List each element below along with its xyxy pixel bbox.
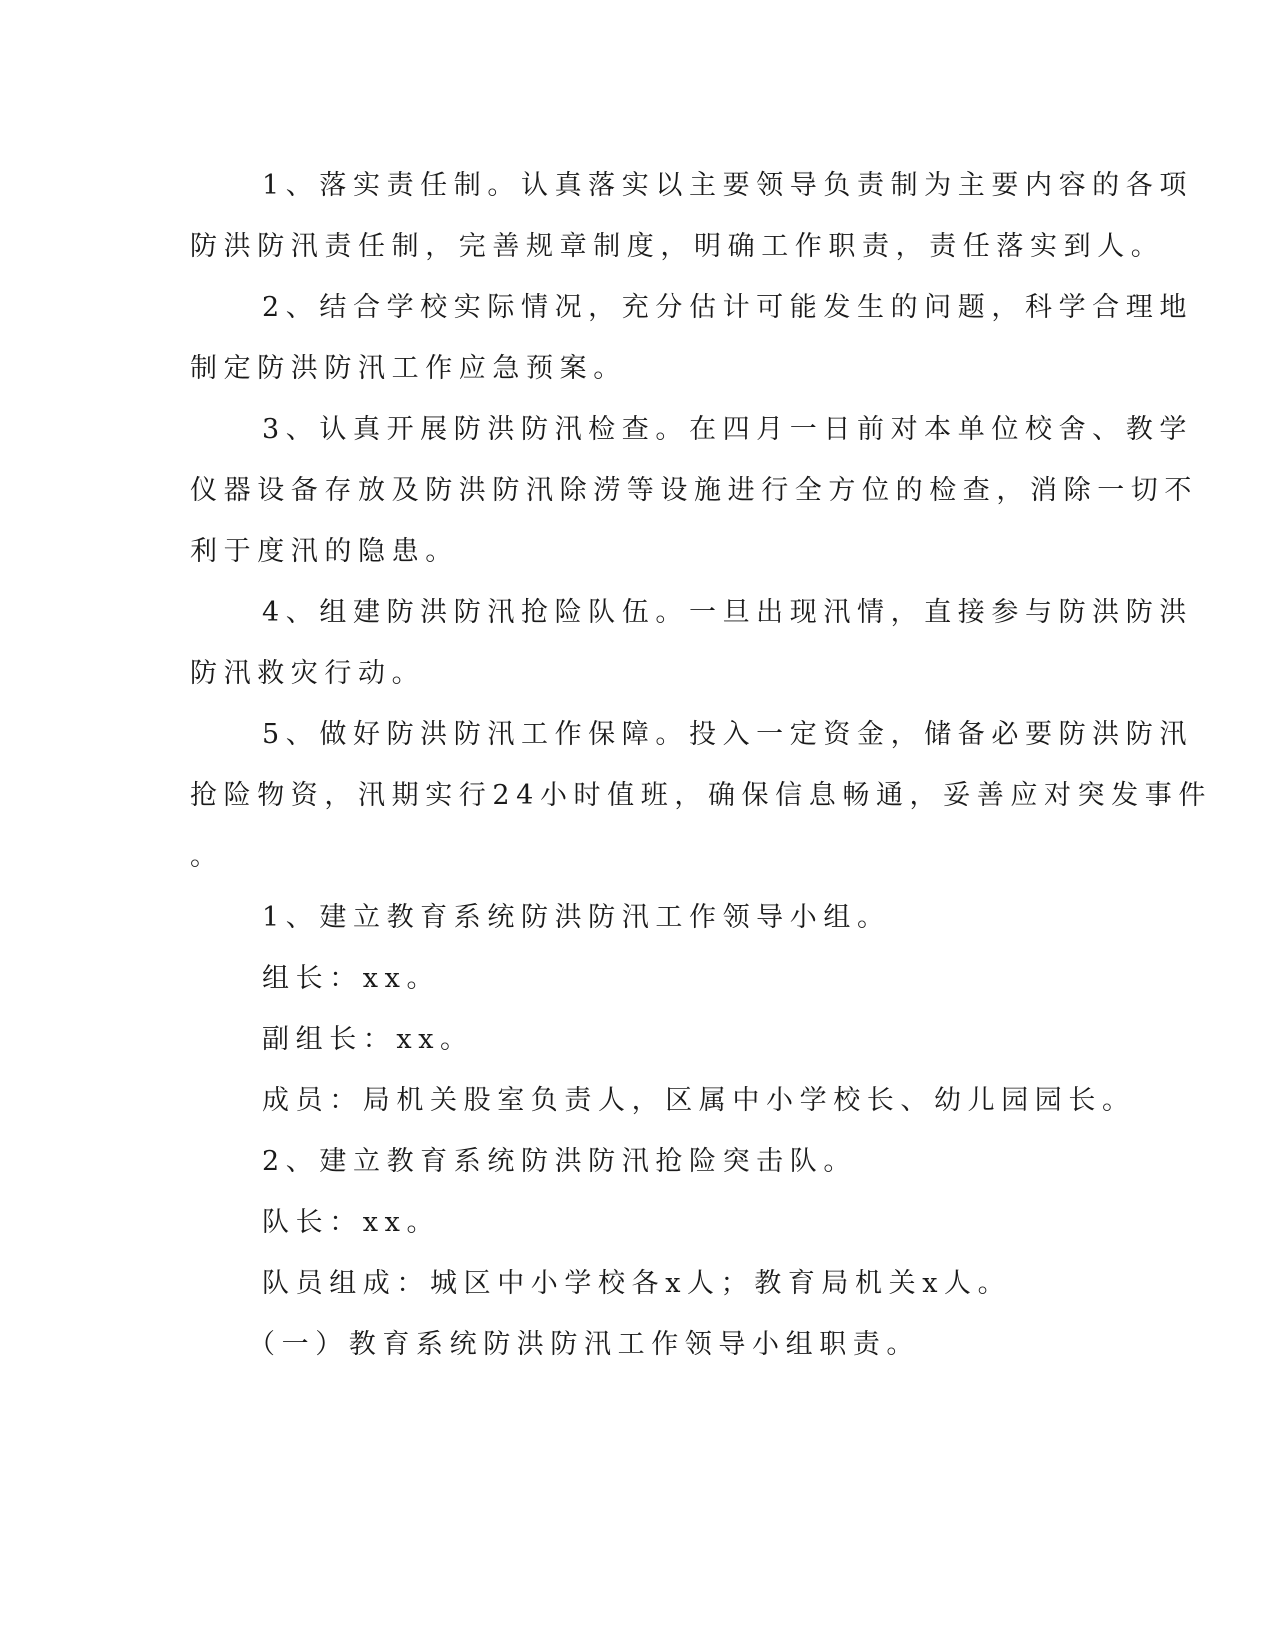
paragraph-line: 2、建立教育系统防洪防汛抢险突击队。 [262, 1146, 857, 1177]
paragraph-line: 制定防洪防汛工作应急预案。 [190, 353, 627, 384]
paragraph-line: 。 [190, 841, 224, 872]
paragraph-line: 抢险物资，汛期实行24小时值班，确保信息畅通，妥善应对突发事件 [190, 780, 1212, 811]
paragraph-line: 1、建立教育系统防洪防汛工作领导小组。 [262, 902, 891, 933]
paragraph-line: 4、组建防洪防汛抢险队伍。一旦出现汛情，直接参与防洪防洪 [262, 597, 1193, 628]
paragraph-line: 仪器设备存放及防洪防汛除涝等设施进行全方位的检查，消除一切不 [190, 475, 1198, 506]
paragraph-line: 2、结合学校实际情况，充分估计可能发生的问题，科学合理地 [262, 292, 1193, 323]
paragraph-line: 队长：xx。 [262, 1207, 441, 1238]
paragraph-line: 防洪防汛责任制，完善规章制度，明确工作职责，责任落实到人。 [190, 231, 1165, 262]
paragraph-line: 利于度汛的隐患。 [190, 536, 459, 567]
document-body [190, 155, 1212, 1375]
paragraph-line: 组长：xx。 [262, 963, 441, 994]
paragraph-line: 副组长：xx。 [262, 1024, 474, 1055]
paragraph-line: 1、落实责任制。认真落实以主要领导负责制为主要内容的各项 [262, 170, 1193, 201]
paragraph-line: 队员组成：城区中小学校各x人；教育局机关x人。 [262, 1268, 1012, 1299]
paragraph-line: 3、认真开展防洪防汛检查。在四月一日前对本单位校舍、教学 [262, 414, 1193, 445]
paragraph-line: 成员：局机关股室负责人，区属中小学校长、幼儿园园长。 [262, 1085, 1136, 1116]
section-heading: （一）教育系统防洪防汛工作领导小组职责。 [248, 1329, 920, 1360]
paragraph-line: 5、做好防洪防汛工作保障。投入一定资金，储备必要防洪防汛 [262, 719, 1193, 750]
paragraph-line: 防汛救灾行动。 [190, 658, 426, 689]
